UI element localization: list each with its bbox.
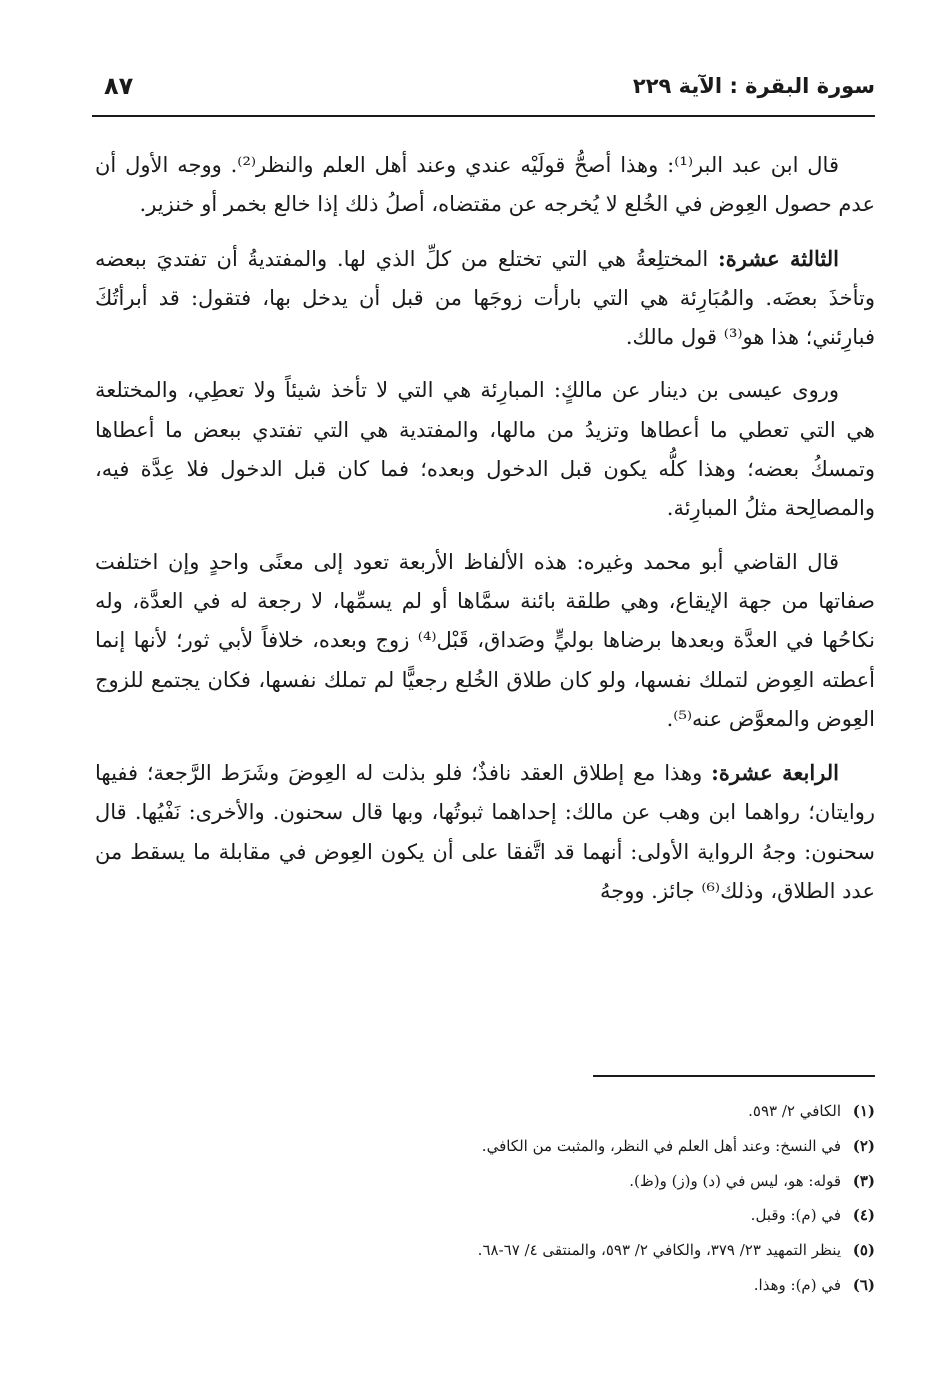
footnote-text: في (م): وهذا. — [753, 1275, 841, 1294]
page-number: ٨٧ — [104, 72, 134, 100]
paragraph-text: وهذا مع إطلاق العقد نافذٌ؛ فلو بذلت له العِوضَ وشَرَط الرَّجعة؛ ففيها روايتان؛ رواهما ابن وهب عن مالك: إحداهما ثبوتُها، وبها قال سحنون. والأخرى: نَفْيُها. قال سحنون: وجهُ الرواية الأولى: أنهما قد اتَّفقا على أن يكون العِوض في مقابلة ما يسقط من عدد الطلاق، وذلك⁽⁶⁾ جائز. ووجهُ — [95, 761, 875, 904]
footnote-number: (٥) — [852, 1241, 875, 1260]
footnote-number: (١) — [852, 1102, 875, 1120]
main-text — [95, 146, 875, 911]
footnotes — [95, 1094, 875, 1303]
footnote — [95, 1233, 875, 1268]
paragraph — [95, 371, 875, 528]
paragraph-text: قال ابن عبد البر⁽¹⁾: وهذا أصحُّ قولَيْه عندي وعند أهل العلم والنظر⁽²⁾. ووجه الأول أن عدم حصول العِوض في الخُلع لا يُخرجه عن مقتضاه، أصلُ ذلك إذا خالع بخمر أو خنزير. — [95, 153, 875, 217]
paragraph-text: قال القاضي أبو محمد وغيره: هذه الألفاظ الأربعة تعود إلى معنًى واحدٍ وإن اختلفت صفاتها من جهة الإيقاع، وهي طلقة بائنة سمَّاها أو لم يسمِّها، لا رجعة له في العدَّة، وله نكاحُها في العدَّة وبعدها برضاها بوليٍّ وصَداق، قَبْل⁽⁴⁾ زوج وبعده، خلافاً لأبي ثور؛ لأنها إنما أعطته العِوض لتملك نفسها، ولو كان طلاق الخُلع رجعيًّا لم تملك نفسها، فكان يجتمع للزوج العِوض والمعوَّض عنه⁽⁵⁾. — [95, 549, 875, 731]
footnote-text: في (م): وقبل. — [750, 1206, 841, 1225]
footnote-number: (٢) — [852, 1136, 875, 1155]
footnote-number: (٤) — [852, 1206, 875, 1225]
header-title: سورة البقرة : الآية ٢٢٩ — [632, 74, 875, 98]
footnote-text: في النسخ: وعند أهل العلم في النظر، والمثبت من الكافي. — [481, 1136, 841, 1155]
footnote — [95, 1268, 875, 1303]
footnote-number: (٦) — [852, 1275, 875, 1294]
paragraph-text: المختلِعةُ هي التي تختلع من كلِّ الذي لها. والمفتديةُ أن تفتديَ ببعضه وتأخذَ بعضَه. والمُبَارِئة هي التي بارأت زوجَها من قبل أن يدخل بها، فتقول: قد أبرأتُكَ فبارِئني؛ هذا هو⁽³⁾ قول مالك. — [95, 246, 875, 350]
paragraph — [95, 753, 875, 911]
footnote-text: ينظر التمهيد ٢٣/ ٣٧٩، والكافي ٢/ ٥٩٣، والمنتقى ٤/ ٦٧-٦٨. — [477, 1241, 841, 1260]
paragraph-text: وروى عيسى بن دينار عن مالكٍ: المبارِئة هي التي لا تأخذ شيئاً ولا تعطِي، والمختلعة هي التي تعطي ما أعطاها وتزيدُ من مالها، والمفتدية هي التي تفتدي ببعض ما أعطاها وتمسكُ بعضه؛ وهذا كلُّه يكون قبل الدخول وبعده؛ فما كان قبل الدخول فلا عِدَّة فيه، والمصالِحة مثلُ المبارِئة. — [95, 378, 875, 521]
footnote-number: (٣) — [852, 1171, 875, 1190]
paragraph — [95, 146, 875, 225]
paragraph — [95, 543, 875, 739]
running-header — [92, 70, 875, 112]
footnote — [95, 1198, 875, 1233]
issue-heading: الثالثة عشرة: — [718, 245, 839, 271]
header-divider — [92, 115, 875, 117]
footnote — [95, 1129, 875, 1164]
footnote-divider — [593, 1075, 875, 1077]
footnote — [95, 1164, 875, 1199]
issue-heading: الرابعة عشرة: — [711, 760, 840, 786]
footnote-text: الكافي ٢/ ٥٩٣. — [748, 1102, 841, 1120]
paragraph — [95, 239, 875, 358]
footnote — [95, 1094, 875, 1129]
footnote-text: قوله: هو، ليس في (د) و(ز) و(ظ). — [629, 1171, 841, 1190]
